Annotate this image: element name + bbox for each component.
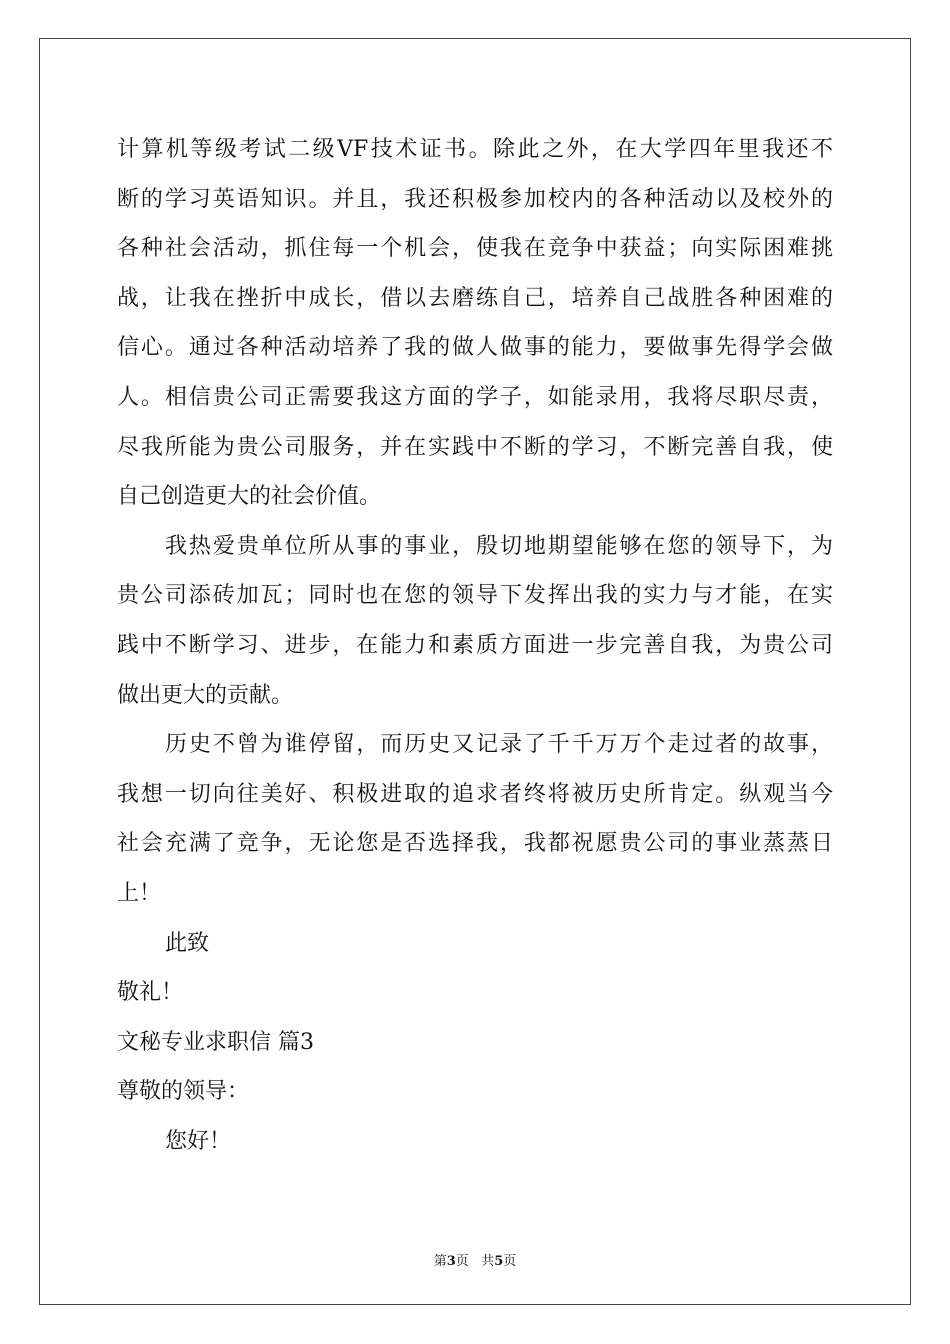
- text-line: 各种社会活动，抓住每一个机会，使我在竞争中获益；向实际困难挑: [117, 236, 833, 262]
- section-heading: 文秘专业求职信 篇3: [117, 1029, 314, 1055]
- text-line: 计算机等级考试二级VF技术证书。除此之外，在大学四年里我还不: [117, 137, 833, 162]
- page-current: 3: [446, 1254, 456, 1269]
- document-body: [117, 125, 833, 1166]
- text-line: 贵公司添砖加瓦；同时也在您的领导下发挥出我的实力与才能，在实: [117, 583, 833, 609]
- text-line: 践中不断学习、进步，在能力和素质方面进一步完善自我，为贵公司: [117, 632, 833, 658]
- total-prefix: 共: [481, 1254, 495, 1269]
- text-line: 战，让我在挫折中成长，借以去磨练自己，培养自己战胜各种困难的: [117, 285, 833, 311]
- text-line: 尽我所能为贵公司服务，并在实践中不断的学习，不断完善自我，使: [117, 434, 833, 460]
- text-line: 上！: [117, 880, 162, 906]
- text-line: 社会充满了竞争，无论您是否选择我，我都祝愿贵公司的事业蒸蒸日: [117, 831, 833, 857]
- text-line: 断的学习英语知识。并且，我还积极参加校内的各种活动以及校外的: [117, 186, 833, 212]
- closing-salutation: 此致: [165, 930, 210, 956]
- closing-regards: 敬礼！: [117, 980, 184, 1006]
- text-line: 自己创造更大的社会价值。: [117, 484, 382, 510]
- text-line: 历史不曾为谁停留，而历史又记录了千千万万个走过者的故事，: [165, 732, 833, 758]
- text-line: 我想一切向往美好、积极进取的追求者终将被历史所肯定。纵观当今: [117, 781, 833, 807]
- page-total: 5: [494, 1254, 504, 1269]
- greeting: 您好！: [165, 1128, 232, 1154]
- text-line: 做出更大的贡献。: [117, 682, 294, 708]
- greeting-addressee: 尊敬的领导：: [117, 1079, 250, 1105]
- page-footer: [0, 1250, 950, 1269]
- page-suffix: 页: [455, 1254, 469, 1269]
- page-prefix: 第: [433, 1254, 447, 1269]
- text-line: 信心。通过各种活动培养了我的做人做事的能力，要做事先得学会做: [117, 335, 833, 361]
- total-suffix: 页: [503, 1254, 517, 1269]
- text-line: 我热爱贵单位所从事的事业，殷切地期望能够在您的领导下，为: [165, 533, 833, 559]
- text-line: 人。相信贵公司正需要我这方面的学子，如能录用，我将尽职尽责，: [117, 384, 833, 410]
